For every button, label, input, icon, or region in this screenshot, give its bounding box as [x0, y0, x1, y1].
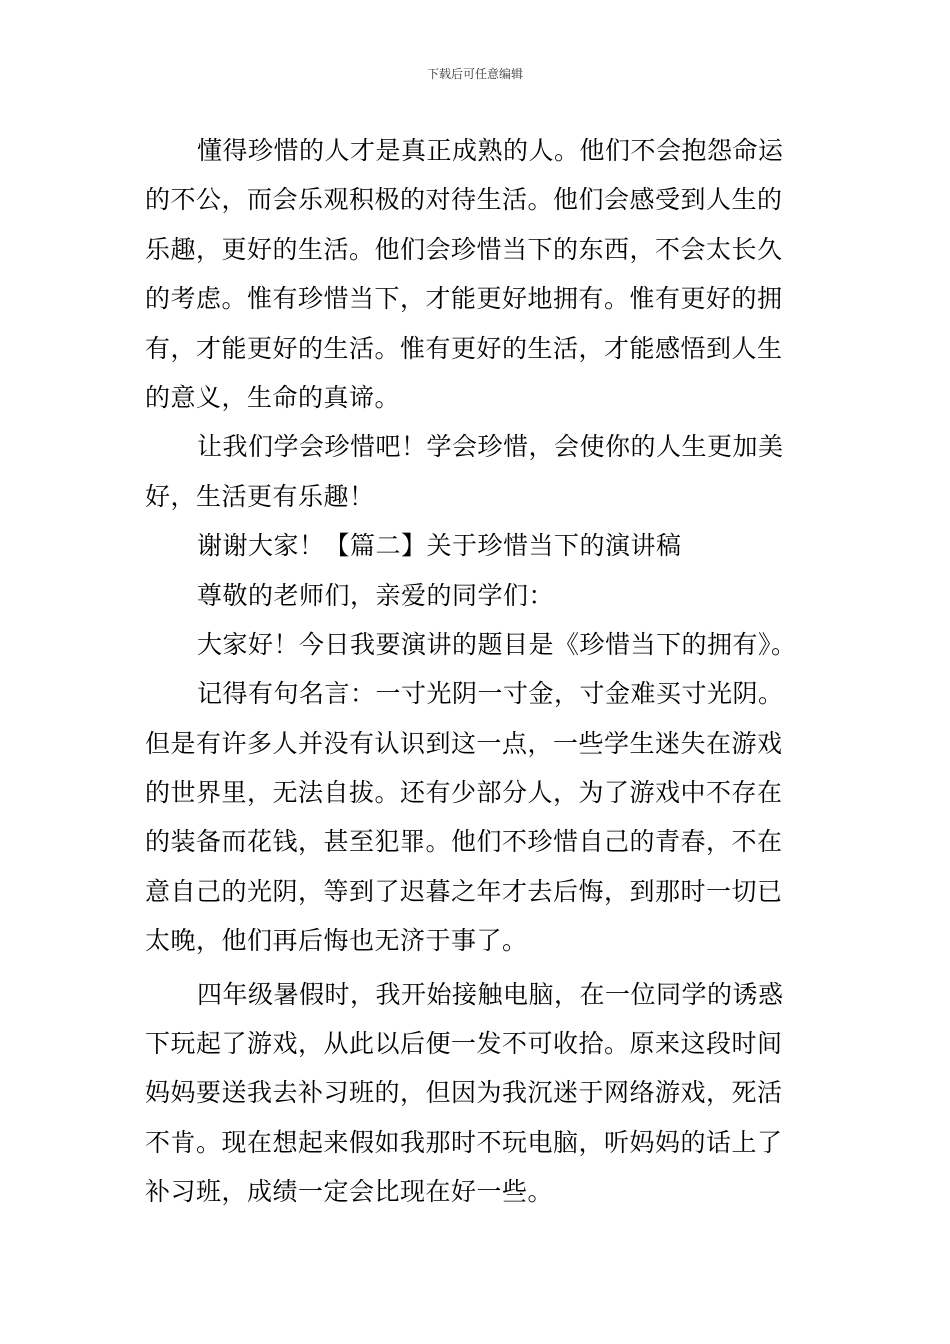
text-line: 不肯。现在想起来假如我那时不玩电脑，听妈妈的话上了: [145, 1127, 783, 1157]
paragraph: [145, 422, 807, 521]
text-line: 乐趣，更好的生活。他们会珍惜当下的东西，不会太长久: [145, 234, 783, 264]
text-line: 的意义，生命的真谛。: [145, 382, 401, 412]
text-line: 意自己的光阴，等到了迟暮之年才去后悔，到那时一切已: [145, 876, 783, 906]
section-heading-line: 谢谢大家！【篇二】关于珍惜当下的演讲稿: [197, 531, 682, 561]
text-line: 下玩起了游戏，从此以后便一发不可收拾。原来这段时间: [145, 1029, 783, 1059]
text-line: 但是有许多人并没有认识到这一点，一些学生迷失在游戏: [145, 728, 783, 758]
text-line: 有，才能更好的生活。惟有更好的生活，才能感悟到人生: [145, 333, 783, 363]
paragraph: [145, 521, 807, 570]
text-line: 的考虑。惟有珍惜当下，才能更好地拥有。惟有更好的拥: [145, 284, 783, 314]
salutation-line: 尊敬的老师们，亲爱的同学们：: [197, 580, 555, 610]
text-line: 好，生活更有乐趣！: [145, 481, 375, 511]
paragraph: [145, 669, 807, 965]
paragraph: [145, 126, 807, 422]
text-line: 记得有句名言：一寸光阴一寸金，寸金难买寸光阴。: [197, 679, 784, 709]
paragraph: [145, 970, 807, 1217]
page-header-note: 下载后可任意编辑: [426, 67, 523, 81]
text-line: 妈妈要送我去补习班的，但因为我沉迷于网络游戏，死活: [145, 1078, 783, 1108]
text-line: 四年级暑假时，我开始接触电脑，在一位同学的诱惑: [197, 979, 784, 1009]
text-line: 让我们学会珍惜吧！学会珍惜，会使你的人生更加美: [197, 432, 784, 462]
text-line: 懂得珍惜的人才是真正成熟的人。他们不会抱怨命运: [197, 136, 784, 165]
text-line: 的不公，而会乐观积极的对待生活。他们会感受到人生的: [145, 185, 783, 215]
text-line: 的世界里，无法自拔。还有少部分人，为了游戏中不存在: [145, 778, 783, 808]
text-line: 补习班，成绩一定会比现在好一些。: [145, 1177, 554, 1207]
text-line: 太晚，他们再后悔也无济于事了。: [145, 926, 528, 956]
document-body: [145, 126, 807, 1217]
text-line: 的装备而花钱，甚至犯罪。他们不珍惜自己的青春，不在: [145, 827, 783, 857]
text-line: 大家好！今日我要演讲的题目是《珍惜当下的拥有》。: [197, 629, 797, 659]
paragraph: [145, 620, 807, 669]
paragraph: [145, 571, 807, 620]
